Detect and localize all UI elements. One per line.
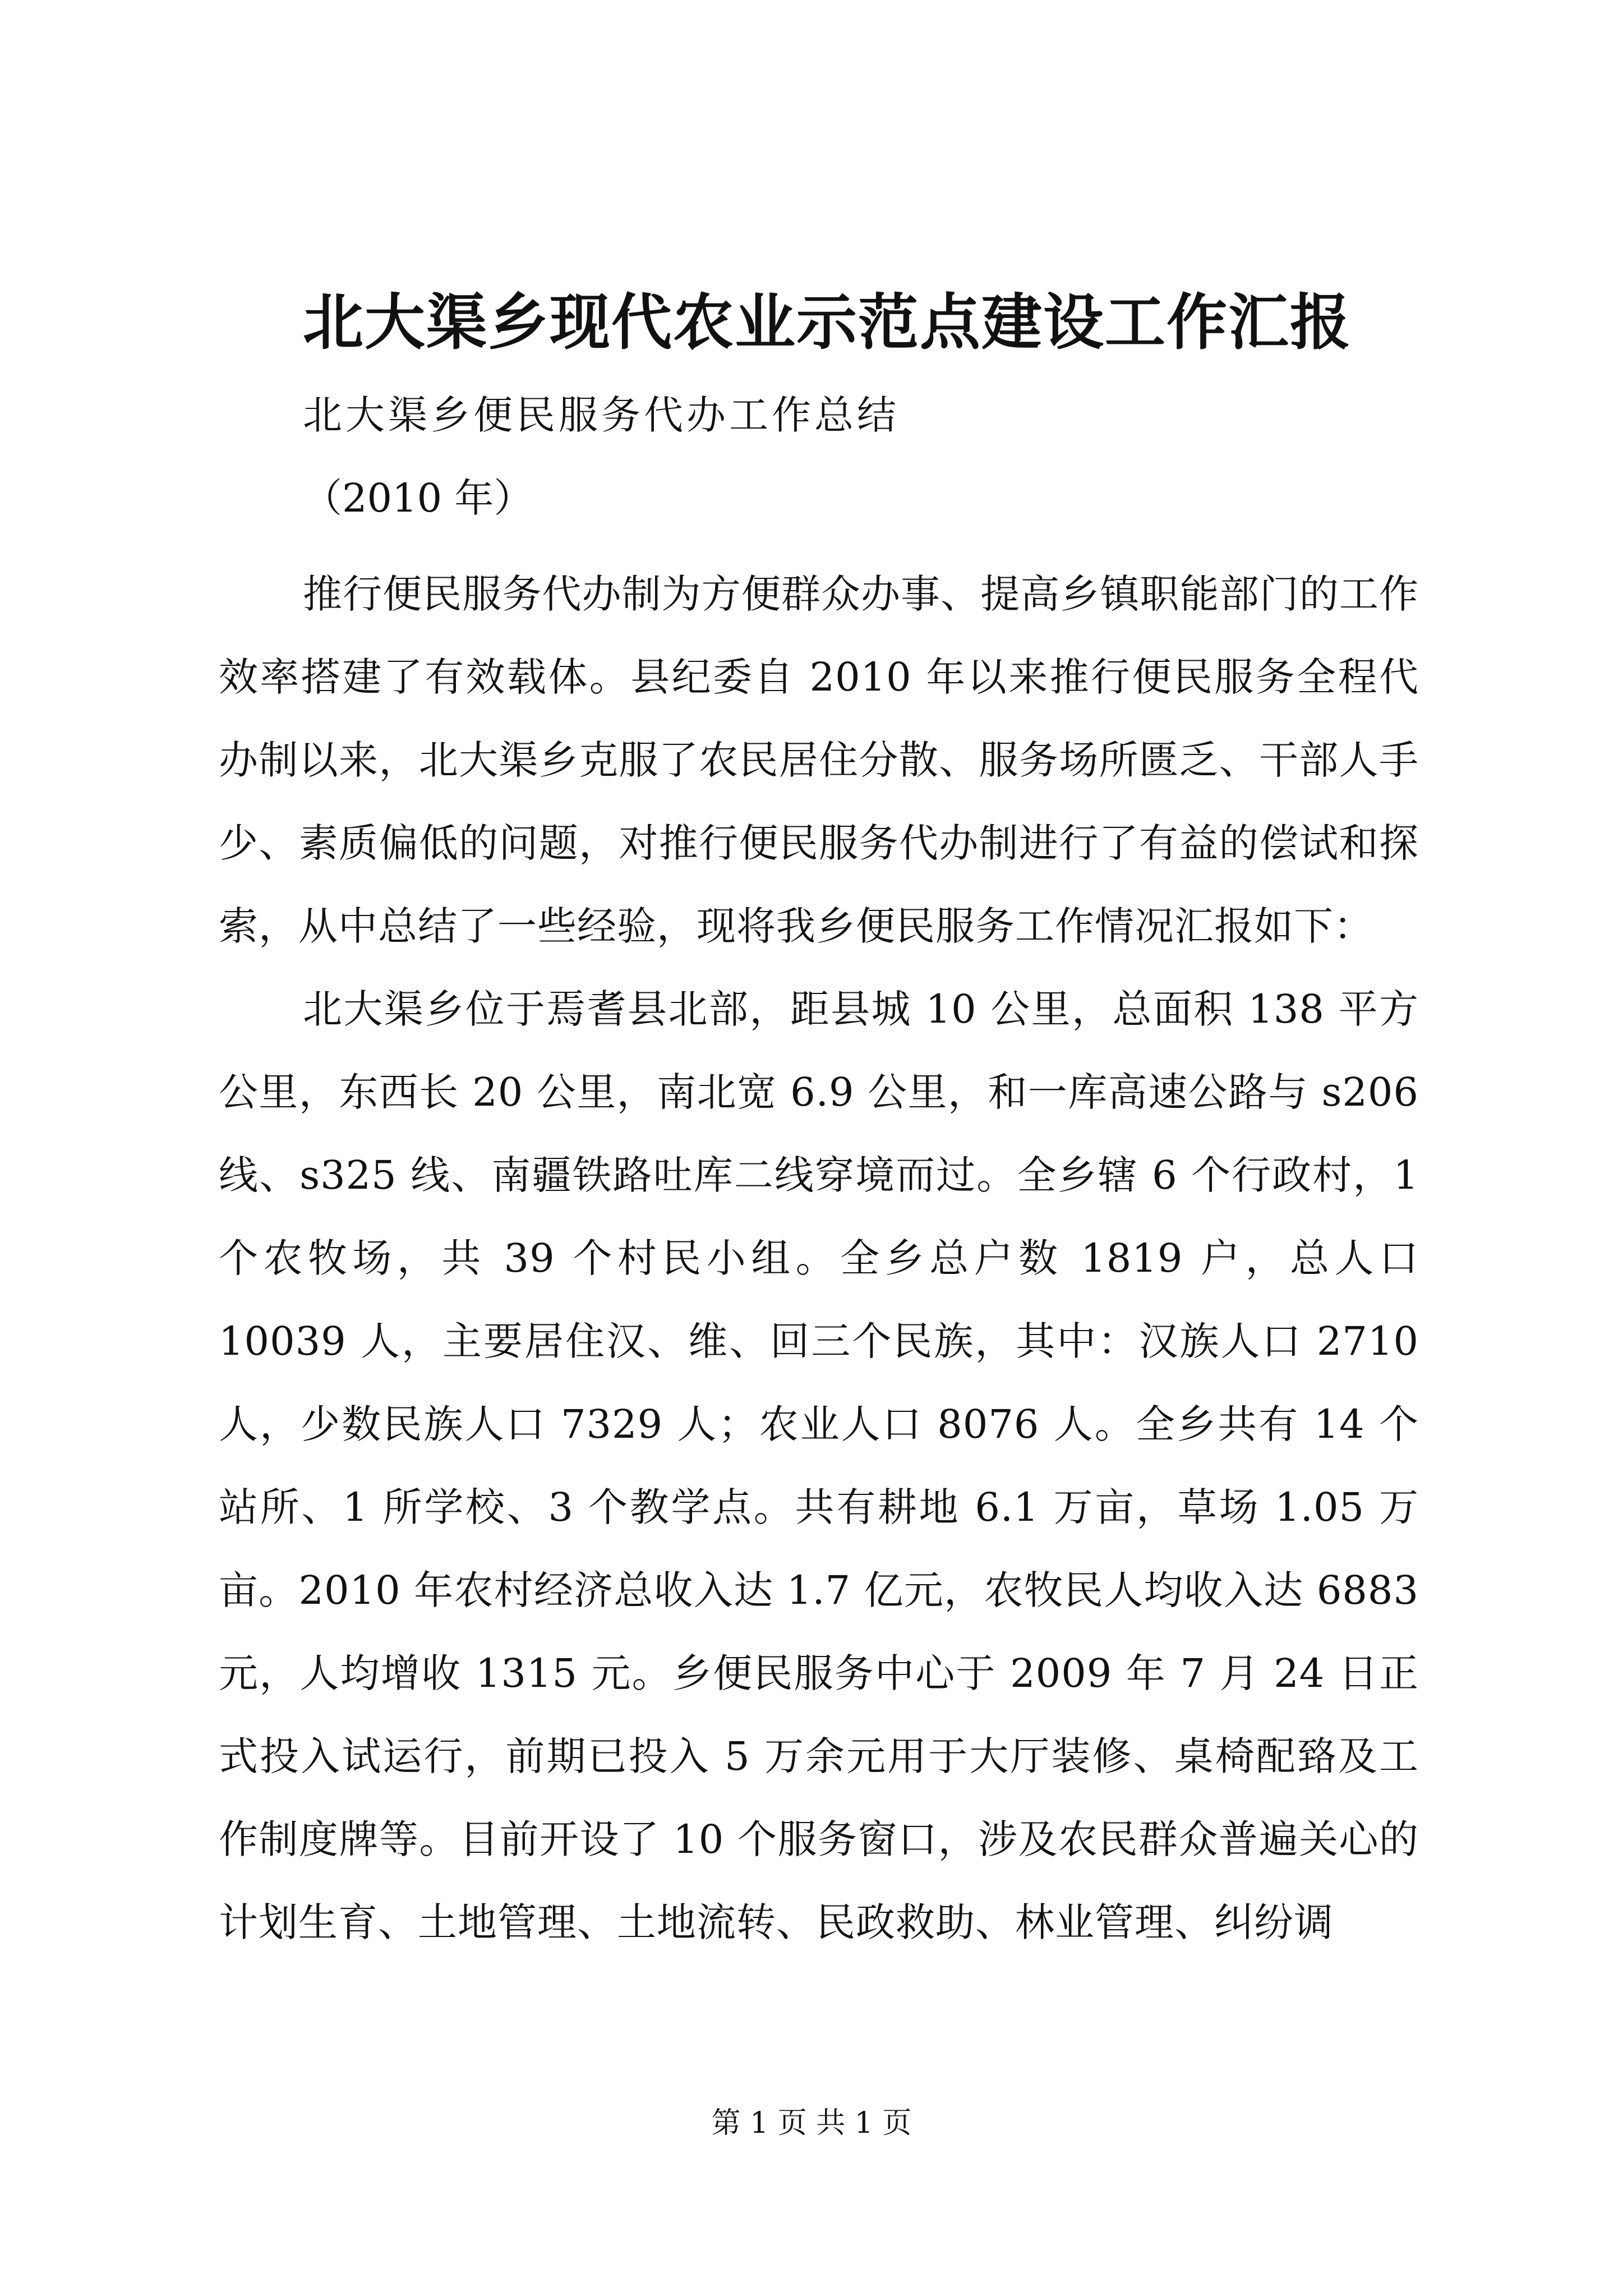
document-subtitle: 北大渠乡便民服务代办工作总结	[303, 392, 900, 438]
paragraph-overview: 北大渠乡位于焉耆县北部，距县城 10 公里，总面积 138 平方公里，东西长 20 公里，南北宽 6.9 公里，和一库高速公路与 s206 线、s325 线、南疆铁路吐库二线穿境而过。全乡辖 6 个行政村，1 个农牧场，共 39 个村民小组。全乡总户数 1819 户，总人口 10039 人，主要居住汉、维、回三个民族，其中：汉族人口 2710 人，少数民族人口 7329 人；农业人口 8076 人。全乡共有 14 个站所、1 所学校、3 个教学点。共有耕地 6.1 万亩，草场 1.05 万亩。2010 年农村经济总收入达 1.7 亿元，农牧民人均收入达 6883 元，人均增收 1315 元。乡便民服务中心于 2009 年 7 月 24 日正式投入试运行，前期已投入 5 万余元用于大厅装修、桌椅配臵及工作制度牌等。目前开设了 10 个服务窗口，涉及农民群众普遍关心的计划生育、土地管理、土地流转、民政救助、林业管理、纠纷调	[219, 986, 1419, 1945]
page-footer: 第 1 页 共 1 页	[711, 2106, 912, 2140]
document-body	[219, 553, 1419, 1964]
document-year: （2010 年）	[303, 475, 533, 521]
paragraph-intro: 推行便民服务代办制为方便群众办事、提高乡镇职能部门的工作效率搭建了有效载体。县纪委自 2010 年以来推行便民服务全程代办制以来，北大渠乡克服了农民居住分散、服务场所匮乏、干部人手少、素质偏低的问题，对推行便民服务代办制进行了有益的偿试和探索，从中总结了一些经验，现将我乡便民服务工作情况汇报如下：	[219, 571, 1419, 949]
document-title: 北大渠乡现代农业示范点建设工作汇报	[303, 287, 1352, 358]
